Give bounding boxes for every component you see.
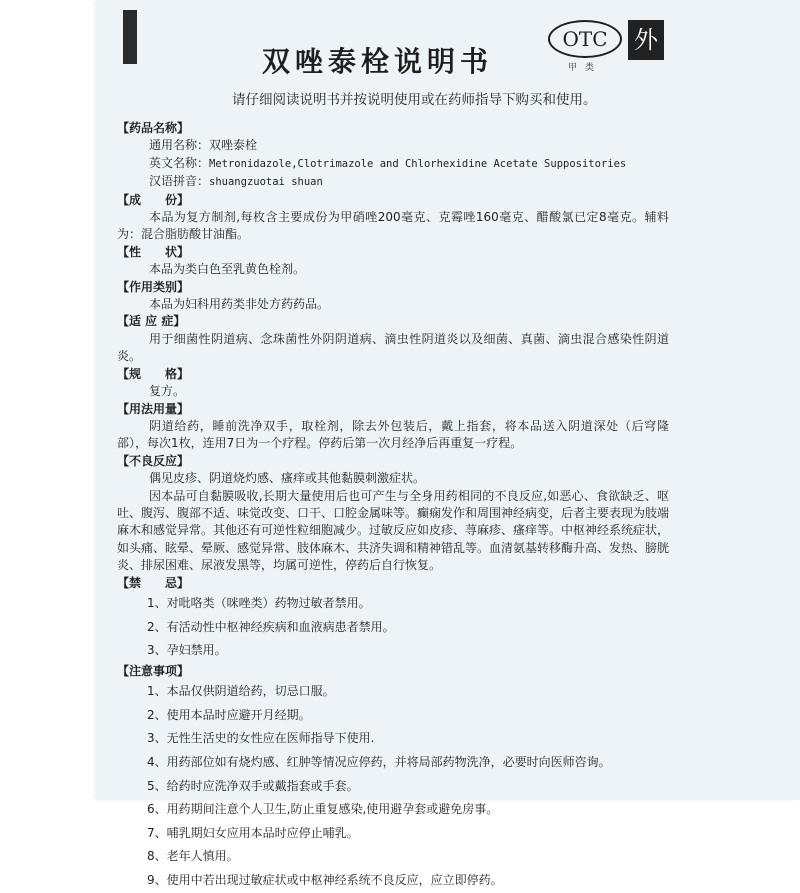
side-marker-bar: [123, 10, 137, 64]
precaution-item: 8、老年人慎用。: [147, 849, 239, 864]
contraindication-item: 2、有活动性中枢神经疾病和血液病患者禁用。: [147, 619, 395, 634]
document-title: 双唑泰栓说明书: [262, 45, 494, 78]
section-heading-composition: 【成 份】: [117, 192, 190, 207]
section-heading-usage: 【用法用量】: [117, 401, 190, 416]
section-heading-drug-name: 【药品名称】: [117, 121, 190, 135]
english-name-label: 英文名称：: [149, 155, 210, 170]
precaution-item: 1、本品仅供阴道给药，切忌口服。: [147, 684, 335, 699]
precaution-item: 4、用药部位如有烧灼感、红肿等情况应停药，并将局部药物洗净，必要时向医师咨询。: [147, 754, 611, 769]
usage-text: 阴道给药，睡前洗净双手，取栓剂，除去外包装后，戴上指套，将本品送入阴道深处（后穹隆部），每次1枚，连用7日为一个疗程。停药后第一次月经净后再重复一疗程。: [117, 418, 669, 451]
precaution-item: 9、使用中若出现过敏症状或中枢神经系统不良反应，应立即停药。: [147, 872, 503, 887]
character-text: 本品为类白色至乳黄色栓剂。: [149, 262, 306, 277]
otc-badge: [548, 20, 622, 73]
pinyin-label: 汉语拼音：: [149, 174, 210, 189]
section-heading-precautions: 【注意事项】: [117, 663, 190, 678]
english-name-row: [117, 155, 669, 173]
otc-class-label: 甲类: [567, 63, 602, 73]
otc-oval-label: OTC: [548, 20, 622, 58]
section-heading-specification: 【规 格】: [117, 366, 190, 381]
section-heading-contraindications: 【禁 忌】: [117, 575, 190, 590]
specification-text: 复方。: [149, 384, 186, 399]
external-use-mark: 外: [628, 20, 664, 60]
precaution-item: 2、使用本品时应避开月经期。: [147, 707, 311, 722]
category-text: 本品为妇科用药类非处方药药品。: [149, 297, 330, 312]
instruction-body: [117, 120, 669, 893]
contraindication-item: 1、对吡咯类（咪唑类）药物过敏者禁用。: [147, 595, 371, 610]
english-name-value: Metronidazole,Clotrimazole and Chlorhexidine Acetate Suppositories: [209, 157, 627, 170]
pinyin-row: [117, 173, 669, 191]
precaution-item: 5、给药时应洗净双手或戴指套或手套。: [147, 778, 359, 793]
section-heading-category: 【作用类别】: [117, 279, 190, 294]
contraindication-item: 3、孕妇禁用。: [147, 643, 227, 658]
usage-notice: 请仔细阅读说明书并按说明使用或在药师指导下购买和使用。: [232, 92, 597, 108]
section-heading-indications: 【适 应 症】: [117, 314, 186, 329]
common-name-label: 通用名称：: [149, 138, 210, 153]
adverse-text-2: 因本品可自黏膜吸收,长期大量使用后也可产生与全身用药相同的不良反应,如恶心、食欲缺乏、呕吐、腹泻、腹部不适、味觉改变、口干、口腔金属味等。癫痫发作和周围神经病变，后者主要表现为肢端麻木和感觉异常。其他还有可逆性粒细胞减少。过敏反应如皮疹、荨麻疹、瘙痒等。中枢神经系统症状，如头痛、眩晕、晕厥、感觉异常、肢体麻木、共济失调和精神错乱等。血清氨基转移酶升高、发热、膀胱炎、排尿困难、尿液发黑等，均属可逆性，停药后自行恢复。: [117, 488, 670, 573]
precaution-item: 3、无性生活史的女性应在医师指导下使用.: [147, 731, 375, 746]
indications-text: 用于细菌性阴道病、念珠菌性外阴阴道病、滴虫性阴道炎以及细菌、真菌、滴虫混合感染性阴道炎。: [117, 331, 669, 364]
pinyin-value: shuangzuotai shuan: [209, 176, 323, 189]
common-name-row: [117, 137, 669, 154]
precaution-item: 7、哺乳期妇女应用本品时应停止哺乳。: [147, 825, 359, 840]
precaution-item: 6、用药期间注意个人卫生,防止重复感染,使用避孕套或避免房事。: [147, 802, 499, 817]
section-heading-adverse: 【不良反应】: [117, 453, 190, 468]
composition-text: 本品为复方制剂,每枚含主要成份为甲硝唑200毫克、克霉唑160毫克、醋酸氯已定8毫克。辅料为：混合脂肪酸甘油酯。: [117, 210, 669, 242]
common-name-value: 双唑泰栓: [209, 138, 258, 153]
adverse-text-1: 偶见皮疹、阴道烧灼感、瘙痒或其他黏膜刺激症状。: [149, 471, 426, 486]
section-heading-character: 【性 状】: [117, 244, 190, 259]
